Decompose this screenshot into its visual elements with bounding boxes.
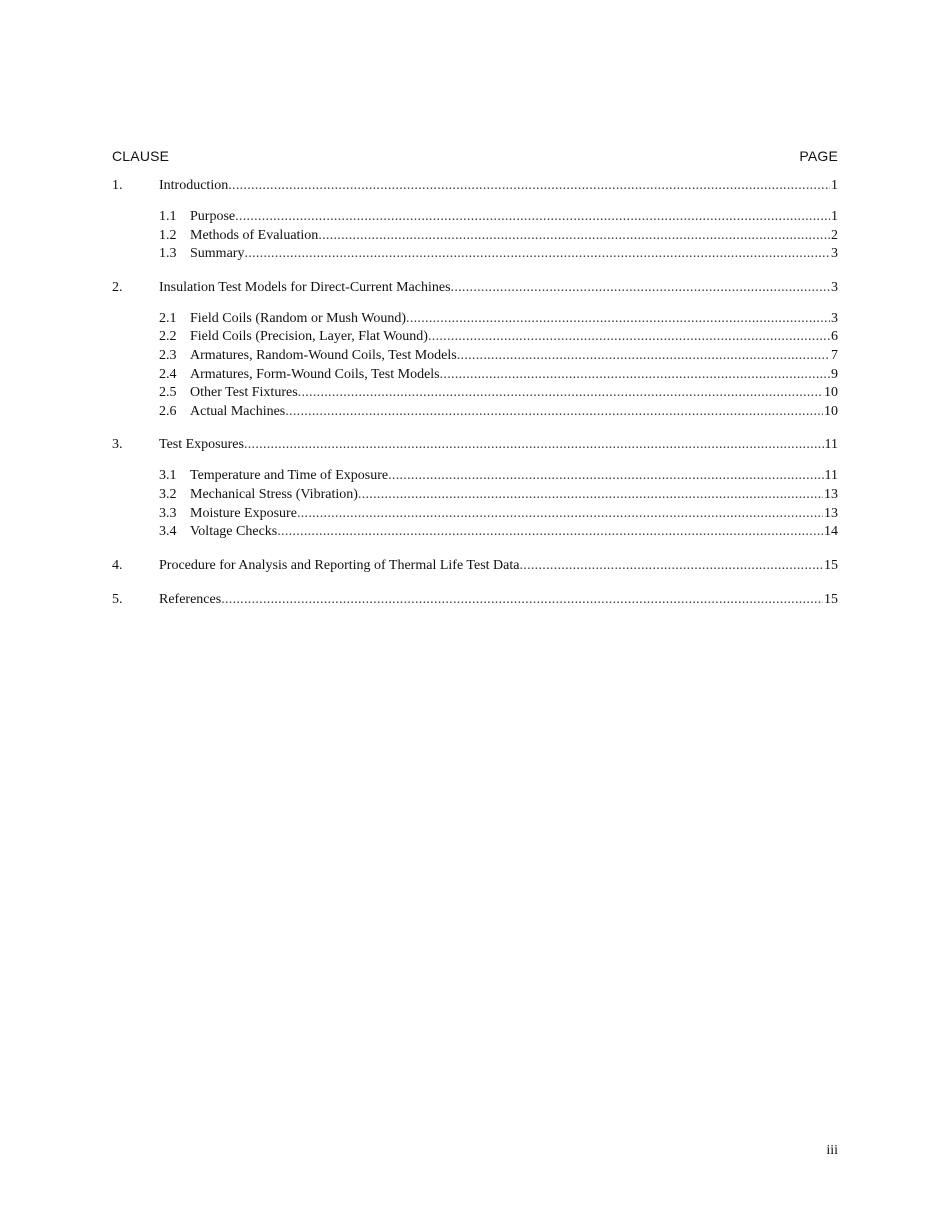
toc-subentry[interactable] (159, 208, 838, 227)
toc-subentry[interactable] (159, 245, 838, 264)
dot-leader (285, 403, 823, 422)
dot-leader (297, 505, 823, 524)
toc-subsection-list (112, 310, 838, 422)
dot-leader (244, 245, 830, 264)
toc-subentry-title: Moisture Exposure (190, 505, 297, 521)
toc-subentry-number: 2.6 (159, 403, 177, 419)
dot-leader (406, 310, 830, 329)
toc-entry-number: 5. (112, 591, 123, 607)
toc-entry-number: 4. (112, 557, 123, 573)
toc-entry[interactable] (112, 176, 838, 196)
toc-section (112, 278, 838, 422)
dot-leader (451, 278, 830, 298)
toc-subentry-title: Summary (190, 246, 245, 262)
toc-subentry-body (190, 384, 838, 403)
toc-section (112, 590, 838, 610)
toc-entry-page: 3 (831, 279, 838, 295)
toc-entry-title: Introduction (159, 178, 229, 193)
toc-subentry-title: Field Coils (Precision, Layer, Flat Wound) (190, 329, 428, 345)
toc-entry[interactable] (112, 590, 838, 610)
toc-subentry-page: 3 (831, 246, 838, 262)
toc-entry-number: 2. (112, 279, 123, 295)
dot-leader (358, 486, 823, 505)
toc-entry-number: 3. (112, 437, 123, 453)
toc-subentry-title: Purpose (190, 209, 236, 224)
toc-subentry-number: 3.1 (159, 468, 177, 484)
toc-entry-body (159, 176, 838, 196)
toc-subentry-page: 13 (824, 486, 838, 502)
toc-subentry-body (190, 467, 838, 486)
toc-entry-page: 15 (824, 591, 838, 607)
toc-section (112, 176, 838, 264)
toc-subentry-page: 10 (824, 403, 838, 419)
clause-column-header: CLAUSE (112, 148, 170, 164)
toc-entry[interactable] (112, 435, 838, 455)
page-column-header: PAGE (799, 148, 838, 164)
toc-subentry[interactable] (159, 523, 838, 542)
toc-subentry-body (190, 245, 838, 264)
toc-subentry[interactable] (159, 347, 838, 366)
toc-subentry-page: 10 (824, 385, 838, 401)
toc-subentry-page: 6 (831, 329, 838, 345)
toc-entry-title: Procedure for Analysis and Reporting of Thermal Life Test Data (159, 557, 520, 573)
toc-section (112, 435, 838, 541)
toc-subentry[interactable] (159, 467, 838, 486)
toc-subentry-page: 13 (824, 505, 838, 521)
toc-subentry-body (190, 486, 838, 505)
dot-leader (457, 347, 830, 366)
toc-entry-page: 11 (824, 437, 838, 453)
toc-subentry-body (190, 328, 838, 347)
table-of-contents (112, 176, 838, 624)
toc-entry-title: References (159, 591, 222, 607)
toc-subentry-number: 2.3 (159, 347, 177, 363)
dot-leader (318, 227, 830, 246)
toc-subentry-page: 2 (831, 227, 838, 243)
toc-subentry-number: 1.1 (159, 209, 177, 224)
dot-leader (388, 467, 823, 486)
toc-subentry-number: 3.3 (159, 505, 177, 521)
toc-subentry-number: 1.3 (159, 246, 177, 262)
toc-subentry-title: Armatures, Form-Wound Coils, Test Models (190, 366, 440, 382)
toc-subentry-body (190, 403, 838, 422)
toc-subentry-page: 14 (824, 524, 838, 540)
dot-leader (244, 435, 824, 455)
dot-leader (221, 590, 823, 610)
toc-subentry[interactable] (159, 505, 838, 524)
toc-subentry-number: 2.1 (159, 310, 177, 326)
toc-subentry-page: 3 (831, 310, 838, 326)
toc-entry-body (159, 590, 838, 610)
toc-subentry-number: 3.4 (159, 524, 177, 540)
toc-subentry[interactable] (159, 366, 838, 385)
toc-section (112, 556, 838, 576)
toc-entry-body (159, 556, 838, 576)
toc-entry[interactable] (112, 556, 838, 576)
toc-subentry-number: 3.2 (159, 486, 177, 502)
toc-subentry-title: Voltage Checks (190, 524, 278, 540)
toc-subsection-list (112, 467, 838, 541)
dot-leader (277, 523, 823, 542)
toc-subentry-body (190, 227, 838, 246)
toc-subentry-body (190, 347, 838, 366)
dot-leader (519, 556, 823, 576)
dot-leader (235, 208, 830, 227)
dot-leader (428, 328, 830, 347)
toc-entry-page: 15 (824, 557, 838, 573)
toc-subentry-number: 2.4 (159, 366, 177, 382)
dot-leader (298, 384, 823, 403)
toc-subentry-page: 11 (824, 468, 838, 484)
toc-subsection-list (112, 208, 838, 264)
toc-subentry-page: 1 (831, 209, 838, 224)
toc-subentry-number: 2.5 (159, 385, 177, 401)
toc-subentry[interactable] (159, 403, 838, 422)
toc-subentry-page: 7 (831, 347, 838, 363)
toc-subentry-body (190, 208, 838, 227)
toc-subentry-page: 9 (831, 366, 838, 382)
toc-subentry-body (190, 310, 838, 329)
toc-subentry[interactable] (159, 310, 838, 329)
toc-subentry-title: Actual Machines (190, 403, 286, 419)
dot-leader (440, 366, 830, 385)
toc-entry-body (159, 278, 838, 298)
toc-subentry-body (190, 505, 838, 524)
toc-subentry[interactable] (159, 486, 838, 505)
dot-leader (228, 176, 830, 196)
toc-subentry-title: Armatures, Random-Wound Coils, Test Models (190, 347, 457, 363)
page-number: iii (826, 1143, 838, 1158)
toc-entry-body (159, 435, 838, 455)
toc-entry-page: 1 (831, 178, 838, 193)
toc-subentry-body (190, 366, 838, 385)
toc-entry[interactable] (112, 278, 838, 298)
toc-subentry-title: Mechanical Stress (Vibration) (190, 486, 358, 502)
toc-subentry[interactable] (159, 384, 838, 403)
toc-subentry-number: 2.2 (159, 329, 177, 345)
toc-subentry[interactable] (159, 328, 838, 347)
toc-entry-title: Test Exposures (159, 437, 244, 453)
toc-entry-title: Insulation Test Models for Direct-Current Machines (159, 279, 451, 295)
toc-subentry-title: Methods of Evaluation (190, 227, 319, 243)
toc-subentry-number: 1.2 (159, 227, 177, 243)
toc-subentry-title: Field Coils (Random or Mush Wound) (190, 310, 407, 326)
toc-subentry-title: Other Test Fixtures (190, 385, 298, 401)
toc-entry-number: 1. (112, 178, 123, 193)
toc-subentry-body (190, 523, 838, 542)
toc-subentry-title: Temperature and Time of Exposure (190, 468, 389, 484)
toc-subentry[interactable] (159, 227, 838, 246)
